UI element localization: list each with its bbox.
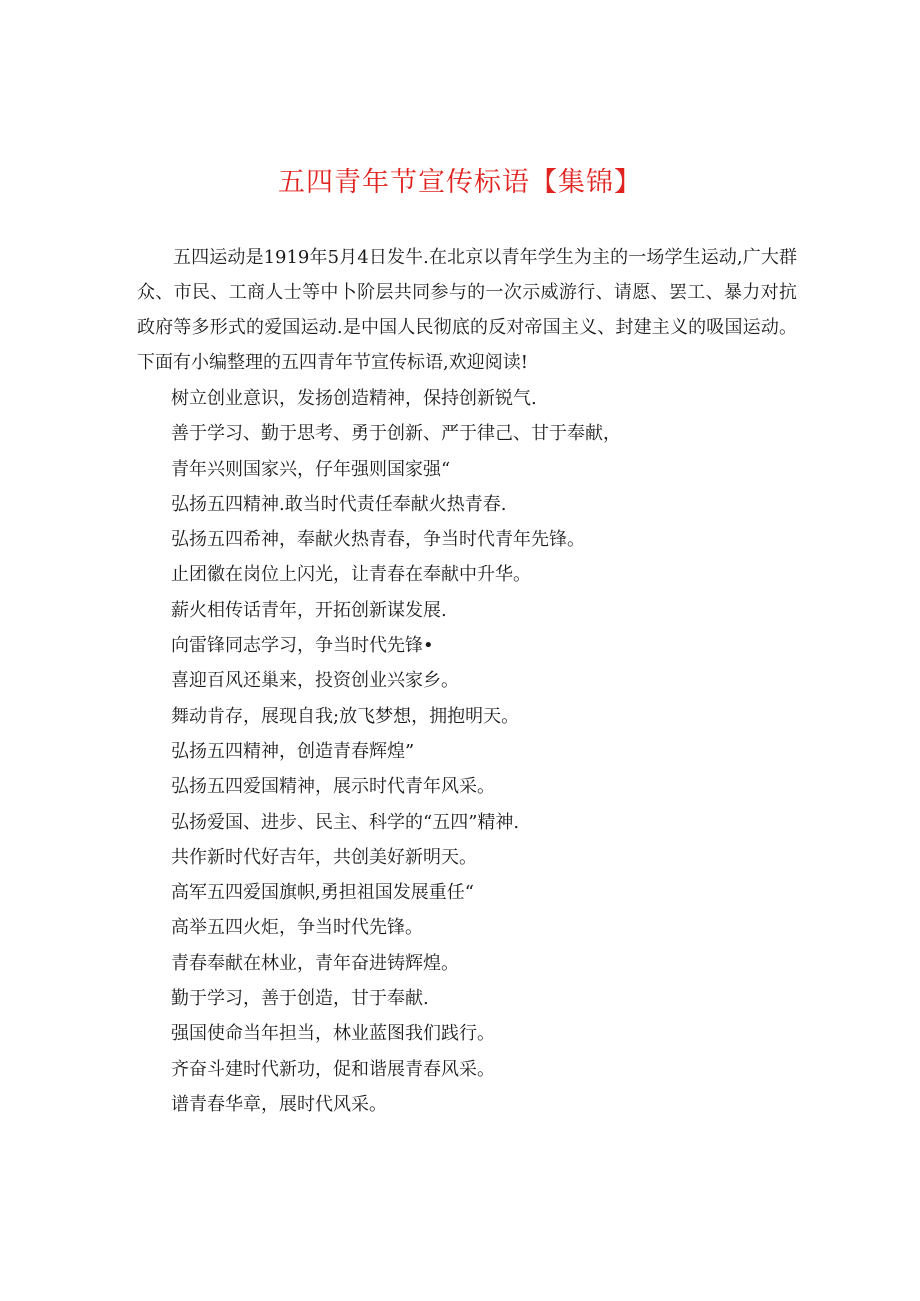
- slogan-item: 喜迎百风还巢来，投资创业兴家乡。: [171, 670, 459, 692]
- slogan-item: 高举五四火炬，争当时代先锋。: [171, 917, 423, 939]
- slogan-item: 高军五四爱国旗帜,勇担祖国发展重任“: [171, 882, 474, 904]
- slogan-item: 弘扬五四爱国精神，展示时代青年风采。: [171, 776, 495, 798]
- slogan-item: 善于学习、勤于思考、勇于创新、严于律己、甘于奉献，: [171, 423, 621, 445]
- intro-paragraph: 五四运动是1919年5月4日发牛.在北京以青年学生为主的一场学生运动,广大群众、市民、工商人士等中卜阶层共同参与的一次示威游行、请愿、罢工、暴力对抗政府等多形式的爱国运动.是中国人民彻底的反对帝国主义、封建主义的吸国运动。下面有小编整理的五四青年节宣传标语,欢迎阅读!: [137, 247, 797, 373]
- slogan-item: 青年兴则国家兴，仔年强则国家强“: [171, 458, 451, 480]
- slogan-item: 树立创业意识，发扬创造精神，保持创新锐气.: [171, 388, 537, 409]
- document-title: 五四青年节宣传标语【集锦】: [278, 167, 642, 198]
- slogan-item: 共作新时代好吉年，共创美好新明天。: [171, 846, 477, 868]
- slogan-item: 齐奋斗建时代新功，促和谐展青春风采。: [171, 1058, 495, 1080]
- slogan-item: 弘扬五四希神，奉献火热青春，争当时代青年先锋。: [171, 529, 585, 551]
- slogan-item: 弘扬五四精神，创造青春辉煌”: [171, 740, 415, 762]
- slogan-item: 强国使命当年担当，林业蓝图我们践行。: [171, 1023, 495, 1045]
- slogan-item: 弘扬五四精神.敢当时代责任奉献火热青春.: [171, 493, 507, 515]
- slogan-item: 止团徽在岗位上闪光，让青春在奉献中升华。: [171, 564, 531, 586]
- slogan-item: 薪火相传话青年，开拓创新谋发展.: [171, 599, 447, 621]
- slogan-list: [171, 381, 811, 1122]
- slogan-item: 谱青春华章，展时代风采。: [171, 1093, 387, 1115]
- slogan-item: 勤于学习，善于创造，甘于奉献.: [171, 988, 429, 1010]
- slogan-item: 向雷锋同志学习，争当时代先锋•: [171, 635, 434, 657]
- slogan-item: 青春奉献在林业，青年奋进铸辉煌。: [171, 952, 459, 974]
- slogan-item: 舞动肯存，展现自我;放飞梦想，拥抱明天。: [171, 705, 520, 727]
- slogan-item: 弘扬爱国、进步、民主、科学的“五四”精神.: [171, 811, 520, 833]
